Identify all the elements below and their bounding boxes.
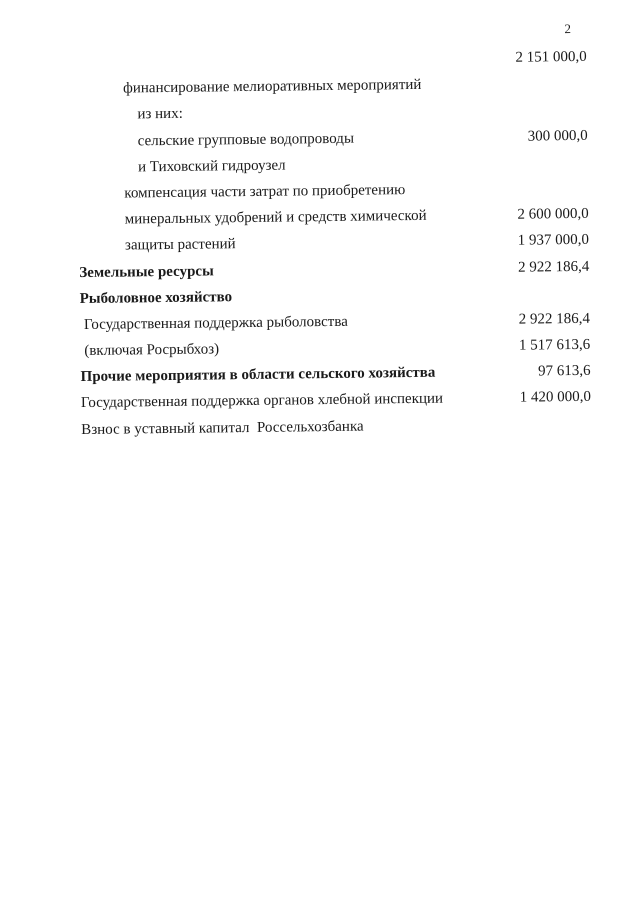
row-value: 1 937 000,0 [517,232,590,250]
row-label: компенсация части затрат по приобретению [124,182,406,202]
row-label: Государственная поддержка органов хлебной инспекции [80,391,444,412]
row-value: 1 517 613,6 [518,336,591,354]
row-value: 2 600 000,0 [517,205,589,223]
row-label: и Тиховский гидроузел [137,157,286,176]
row-label: защиты растений [124,236,236,254]
budget-table [1,43,640,438]
row-value: 1 420 000,0 [519,389,591,407]
row-label: (включая Росрыбхоз) [84,341,220,360]
page-number: 2 [564,21,571,37]
row-value: 300 000,0 [527,127,588,145]
row-label: из них: [137,106,183,123]
row-value: 2 151 000,0 [515,48,587,66]
row-label: Государственная поддержка рыболовства [83,313,348,333]
row-label: сельские групповые водопроводы [137,130,355,149]
row-label: Прочие мероприятия в области сельского хозяйства [80,364,436,386]
row-value: 2 922 186,4 [518,310,591,328]
row-label: финансирование мелиоративных мероприятий [122,77,422,97]
row-label: Рыболовное хозяйство [79,288,233,307]
row-label: Взнос в уставный капитал Россельхозбанка [81,418,364,438]
row-value: 97 613,6 [537,363,591,380]
row-value: 2 922 186,4 [517,258,590,276]
row-label: минеральных удобрений и средств химической [124,207,427,228]
row-label: Земельные ресурсы [79,262,214,281]
